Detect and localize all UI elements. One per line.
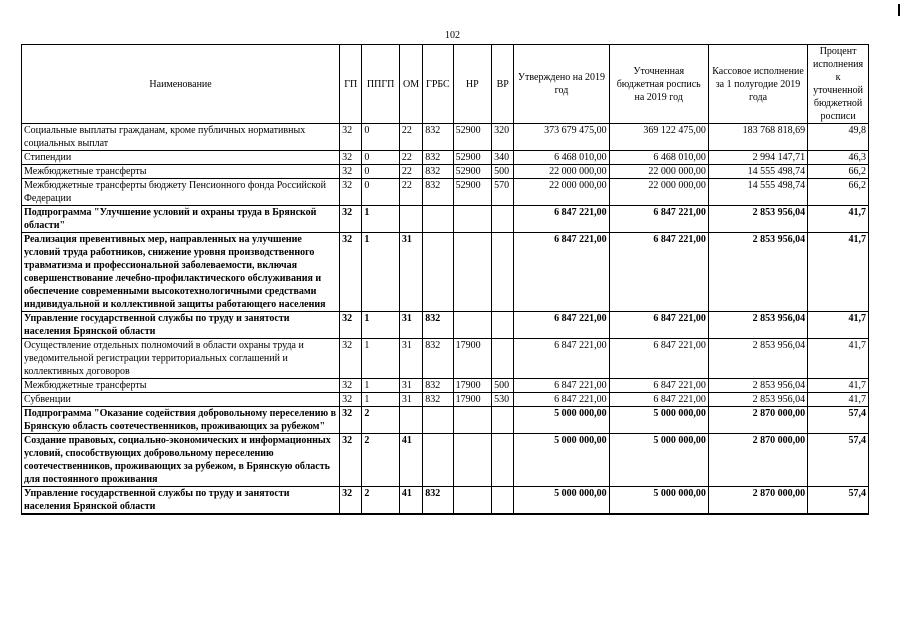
cell-grbs [423, 407, 453, 434]
cell-approved: 6 468 010,00 [514, 151, 609, 165]
cell-approved: 6 847 221,00 [514, 339, 609, 379]
cell-vr [492, 312, 514, 339]
table-row [22, 379, 869, 393]
cell-vr [492, 407, 514, 434]
cell-approved: 6 847 221,00 [514, 393, 609, 407]
cell-cash: 2 853 956,04 [708, 339, 807, 379]
table-row [22, 487, 869, 515]
cell-gp: 32 [340, 165, 362, 179]
cell-cash: 2 853 956,04 [708, 393, 807, 407]
cell-percent: 66,2 [808, 165, 869, 179]
cell-om [399, 407, 422, 434]
cell-om: 22 [399, 165, 422, 179]
header-cash: Кассовое исполнение за 1 полугодие 2019 года [708, 45, 807, 124]
cell-refined: 5 000 000,00 [609, 407, 708, 434]
cell-gp: 32 [340, 312, 362, 339]
cell-gp: 32 [340, 379, 362, 393]
cell-vr [492, 434, 514, 487]
cell-grbs: 832 [423, 165, 453, 179]
cell-gp: 32 [340, 434, 362, 487]
cell-cash: 183 768 818,69 [708, 124, 807, 151]
cell-vr: 340 [492, 151, 514, 165]
cell-refined: 5 000 000,00 [609, 434, 708, 487]
cell-ppgp: 1 [362, 393, 399, 407]
cell-refined: 6 847 221,00 [609, 312, 708, 339]
cell-ppgp: 1 [362, 206, 399, 233]
cell-approved: 6 847 221,00 [514, 379, 609, 393]
header-percent: Процент исполнения к уточненной бюджетной росписи [808, 45, 869, 124]
table-row [22, 312, 869, 339]
cell-np [453, 487, 492, 515]
cell-percent: 57,4 [808, 407, 869, 434]
cell-approved: 6 847 221,00 [514, 312, 609, 339]
cell-ppgp: 1 [362, 233, 399, 312]
header-grbs: ГРБС [423, 45, 453, 124]
cell-gp: 32 [340, 233, 362, 312]
cell-vr [492, 339, 514, 379]
cell-np [453, 312, 492, 339]
cell-ppgp: 2 [362, 407, 399, 434]
cell-ppgp: 0 [362, 124, 399, 151]
cell-np: 52900 [453, 179, 492, 206]
cell-refined: 6 468 010,00 [609, 151, 708, 165]
table-row [22, 165, 869, 179]
cell-cash: 2 870 000,00 [708, 434, 807, 487]
cell-om: 31 [399, 233, 422, 312]
cell-cash: 2 853 956,04 [708, 233, 807, 312]
cell-om: 22 [399, 151, 422, 165]
cell-np: 17900 [453, 393, 492, 407]
table-row [22, 434, 869, 487]
cell-name: Стипендии [22, 151, 340, 165]
cell-np [453, 407, 492, 434]
cell-percent: 41,7 [808, 312, 869, 339]
cell-refined: 6 847 221,00 [609, 393, 708, 407]
cell-name: Управление государственной службы по труду и занятости населения Брянской области [22, 312, 340, 339]
cell-percent: 41,7 [808, 339, 869, 379]
cell-refined: 22 000 000,00 [609, 165, 708, 179]
cell-refined: 6 847 221,00 [609, 379, 708, 393]
cell-om: 31 [399, 393, 422, 407]
cell-ppgp: 1 [362, 312, 399, 339]
cell-percent: 46,3 [808, 151, 869, 165]
cell-gp: 32 [340, 339, 362, 379]
table-header-row [22, 45, 869, 124]
cell-percent: 66,2 [808, 179, 869, 206]
cell-gp: 32 [340, 407, 362, 434]
page-number: 102 [445, 30, 460, 41]
cell-name: Подпрограмма "Улучшение условий и охраны труда в Брянской области" [22, 206, 340, 233]
cell-om: 41 [399, 434, 422, 487]
cell-approved: 5 000 000,00 [514, 434, 609, 487]
scan-edge-mark [898, 4, 900, 16]
cell-approved: 22 000 000,00 [514, 165, 609, 179]
cell-om: 31 [399, 379, 422, 393]
cell-approved: 373 679 475,00 [514, 124, 609, 151]
cell-approved: 22 000 000,00 [514, 179, 609, 206]
cell-gp: 32 [340, 151, 362, 165]
cell-vr: 500 [492, 165, 514, 179]
cell-gp: 32 [340, 206, 362, 233]
cell-ppgp: 1 [362, 339, 399, 379]
cell-grbs [423, 434, 453, 487]
header-vr: ВР [492, 45, 514, 124]
table-row [22, 393, 869, 407]
table-row [22, 233, 869, 312]
cell-grbs: 832 [423, 179, 453, 206]
cell-refined: 6 847 221,00 [609, 206, 708, 233]
cell-om: 31 [399, 339, 422, 379]
cell-name: Субвенции [22, 393, 340, 407]
cell-vr [492, 206, 514, 233]
cell-gp: 32 [340, 393, 362, 407]
cell-grbs: 832 [423, 339, 453, 379]
cell-name: Осуществление отдельных полномочий в области охраны труда и уведомительной регистрации территориальных соглашений и коллективных договоров [22, 339, 340, 379]
cell-refined: 6 847 221,00 [609, 339, 708, 379]
cell-grbs [423, 233, 453, 312]
cell-percent: 57,4 [808, 434, 869, 487]
cell-name: Социальные выплаты гражданам, кроме публичных нормативных социальных выплат [22, 124, 340, 151]
cell-vr: 570 [492, 179, 514, 206]
cell-name: Реализация превентивных мер, направленных на улучшение условий труда работников, снижение уровня производственного травматизма и профессиональной заболеваемости, включая совершенствование лечебно-профилактического обслуживания и обеспечение современными высокотехнологичными средствами индивидуальной и коллективной защиты работающего населения [22, 233, 340, 312]
cell-vr: 530 [492, 393, 514, 407]
cell-np: 52900 [453, 124, 492, 151]
cell-np [453, 434, 492, 487]
cell-grbs: 832 [423, 312, 453, 339]
cell-om: 41 [399, 487, 422, 515]
header-np: НР [453, 45, 492, 124]
cell-vr [492, 487, 514, 515]
cell-approved: 6 847 221,00 [514, 233, 609, 312]
table-row [22, 151, 869, 165]
cell-cash: 2 870 000,00 [708, 407, 807, 434]
cell-name: Управление государственной службы по труду и занятости населения Брянской области [22, 487, 340, 515]
cell-cash: 14 555 498,74 [708, 165, 807, 179]
cell-approved: 6 847 221,00 [514, 206, 609, 233]
header-gp: ГП [340, 45, 362, 124]
cell-om: 22 [399, 179, 422, 206]
cell-ppgp: 2 [362, 487, 399, 515]
cell-gp: 32 [340, 124, 362, 151]
cell-grbs: 832 [423, 124, 453, 151]
table-row [22, 206, 869, 233]
cell-name: Межбюджетные трансферты [22, 379, 340, 393]
header-refined: Уточненная бюджетная роспись на 2019 год [609, 45, 708, 124]
table-row [22, 179, 869, 206]
cell-cash: 2 853 956,04 [708, 312, 807, 339]
cell-ppgp: 0 [362, 165, 399, 179]
cell-grbs: 832 [423, 393, 453, 407]
table-body [22, 124, 869, 515]
cell-percent: 41,7 [808, 393, 869, 407]
cell-ppgp: 2 [362, 434, 399, 487]
cell-name: Межбюджетные трансферты [22, 165, 340, 179]
cell-om: 22 [399, 124, 422, 151]
cell-grbs: 832 [423, 379, 453, 393]
cell-percent: 41,7 [808, 233, 869, 312]
cell-np: 52900 [453, 165, 492, 179]
header-name: Наименование [22, 45, 340, 124]
cell-ppgp: 0 [362, 151, 399, 165]
cell-name: Создание правовых, социально-экономических и информационных условий, способствующих добровольному переселению соотечественников, проживающих за рубежом, в Брянскую область для постоянного проживания [22, 434, 340, 487]
header-approved: Утверждено на 2019 год [514, 45, 609, 124]
cell-percent: 49,8 [808, 124, 869, 151]
cell-name: Подпрограмма "Оказание содействия добровольному переселению в Брянскую область соотечественников, проживающих за рубежом" [22, 407, 340, 434]
cell-approved: 5 000 000,00 [514, 487, 609, 515]
table-row [22, 124, 869, 151]
cell-np: 52900 [453, 151, 492, 165]
cell-cash: 2 870 000,00 [708, 487, 807, 515]
header-ppgp: ППГП [362, 45, 399, 124]
cell-np [453, 233, 492, 312]
cell-ppgp: 0 [362, 179, 399, 206]
cell-cash: 14 555 498,74 [708, 179, 807, 206]
cell-vr: 500 [492, 379, 514, 393]
cell-np: 17900 [453, 339, 492, 379]
cell-np [453, 206, 492, 233]
cell-grbs: 832 [423, 151, 453, 165]
cell-refined: 6 847 221,00 [609, 233, 708, 312]
cell-approved: 5 000 000,00 [514, 407, 609, 434]
cell-refined: 5 000 000,00 [609, 487, 708, 515]
cell-np: 17900 [453, 379, 492, 393]
cell-cash: 2 994 147,71 [708, 151, 807, 165]
budget-execution-table [21, 44, 869, 515]
cell-cash: 2 853 956,04 [708, 379, 807, 393]
cell-percent: 41,7 [808, 379, 869, 393]
cell-grbs: 832 [423, 487, 453, 515]
cell-refined: 369 122 475,00 [609, 124, 708, 151]
cell-gp: 32 [340, 179, 362, 206]
cell-name: Межбюджетные трансферты бюджету Пенсионного фонда Российской Федерации [22, 179, 340, 206]
header-om: ОМ [399, 45, 422, 124]
table-row [22, 339, 869, 379]
cell-om: 31 [399, 312, 422, 339]
cell-percent: 41,7 [808, 206, 869, 233]
cell-ppgp: 1 [362, 379, 399, 393]
cell-vr [492, 233, 514, 312]
cell-gp: 32 [340, 487, 362, 515]
cell-om [399, 206, 422, 233]
cell-vr: 320 [492, 124, 514, 151]
cell-percent: 57,4 [808, 487, 869, 515]
cell-refined: 22 000 000,00 [609, 179, 708, 206]
cell-cash: 2 853 956,04 [708, 206, 807, 233]
cell-grbs [423, 206, 453, 233]
table-row [22, 407, 869, 434]
